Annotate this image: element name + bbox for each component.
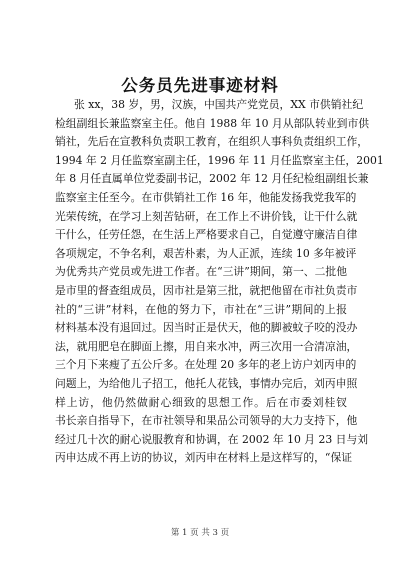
body-line: 光荣传统，在学习上刻苦钻研，在工作上不讲价钱，让干什么就 [55, 209, 358, 223]
document-body [55, 96, 384, 468]
document-title: 公务员先进事迹材料 [121, 76, 279, 95]
body-line: 销社，先后在宣教科负责职工教育，在组织人事科负责组织工作， [55, 135, 369, 149]
body-line: 社的“三讲”材料，在他的努力下，市社在“三讲”期间的上报 [55, 302, 347, 316]
body-line: 三个月下来瘦了五公斤多。在处理 20 多年的老上访户刘丙申的 [55, 358, 357, 372]
body-line: 年 8 月任直属单位党委副书记，2002 年 12 月任纪检组副组长兼 [55, 172, 369, 186]
body-line: 监察室主任至今。在市供销社工作 16 年，他能发扬我党我军的 [55, 190, 357, 204]
body-line: 经过几十次的耐心说服教育和协调，在 2002 年 10 月 23 日与刘 [55, 432, 369, 446]
body-line: 问题上，为给他儿子招工，他托人花钱，事情办完后，刘丙申照 [55, 376, 358, 390]
body-line: 丙申达成不再上访的协议，刘丙申在材料上是这样写的，“保证 [55, 451, 353, 465]
body-line: 是市里的督查组成员，因市社是第三批，就把他留在市社负责市 [55, 283, 358, 297]
body-line: 干什么，任劳任怨，在生活上严格要求自己，自觉遵守廉洁自律 [55, 228, 358, 242]
body-line: 张 xx，38 岁，男，汉族，中国共产党党员，XX 市供销社纪 [74, 98, 364, 111]
body-line: 各项规定，不争名利，艰苦朴素，为人正派，连续 10 多年被评 [55, 246, 357, 260]
body-line: 书长亲自指导下，在市社领导和果品公司领导的大力支持下，他 [55, 414, 358, 428]
page-footer [0, 526, 400, 538]
body-line: 1994 年 2 月任监察室副主任，1996 年 11 月任监察室主任，2001 [55, 153, 384, 167]
body-line: 样上访，他仍然做耐心细致的思想工作。后在市委刘桂钗 [55, 395, 347, 409]
page-number-label: 第 1 页 共 3 页 [170, 528, 230, 538]
body-line: 检组副组长兼监察室主任。他自 1988 年 10 月从部队转业到市供 [55, 116, 370, 130]
body-line: 为优秀共产党员或先进工作者。在“三讲”期间，第一、二批他 [55, 265, 347, 279]
body-line: 材料基本没有退回过。因当时正是伏天，他的脚被蚊子咬的没办 [55, 321, 358, 335]
body-line: 法，就用肥皂在脚面上擦，用自来水冲，两三次用一合清凉油， [55, 339, 358, 353]
